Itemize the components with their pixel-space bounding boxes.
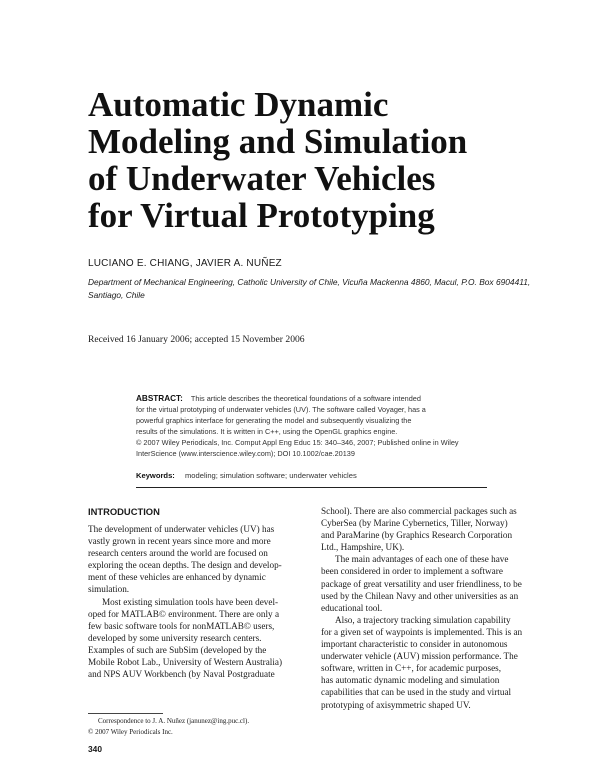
left-column xyxy=(88,523,300,680)
body-line: School). There are also commercial packages such as xyxy=(321,506,517,516)
footnote-copyright: © 2007 Wiley Periodicals Inc. xyxy=(88,727,173,736)
body-line: educational tool. xyxy=(321,602,383,613)
abstract xyxy=(136,393,486,459)
body-line: The development of underwater vehicles (UV) has xyxy=(88,524,275,534)
right-column xyxy=(321,505,533,711)
body-line: Most existing simulation tools have been devel- xyxy=(102,596,279,607)
keywords xyxy=(136,471,357,480)
body-line: and ParaMarine (by Graphics Research Corporation xyxy=(321,530,513,541)
body-line: used by the Chilean Navy and other universities as an xyxy=(321,590,519,601)
abstract-line: © 2007 Wiley Periodicals, Inc. Comput Appl Eng Educ 15: 340–346, 2007; Published online in Wiley xyxy=(136,438,459,447)
affiliation-line: Santiago, Chile xyxy=(88,290,145,300)
body-line: Also, a trajectory tracking simulation capability xyxy=(335,614,511,625)
keywords-text: modeling; simulation software; underwater vehicles xyxy=(184,471,357,480)
keywords-label: Keywords: xyxy=(136,471,175,480)
footnote-correspondence: Correspondence to J. A. Nuñez (janunez@ing.puc.cl). xyxy=(98,717,250,725)
body-line: Examples of such are SubSim (developed by the xyxy=(88,644,267,655)
abstract-line: InterScience (www.interscience.wiley.com); DOI 10.1002/cae.20139 xyxy=(136,449,355,458)
body-line: few basic software tools for nonMATLAB© users, xyxy=(88,620,275,631)
body-line: research centers around the world are focused on xyxy=(88,548,268,559)
body-line: has automatic dynamic modeling and simulation xyxy=(321,675,500,686)
affiliation-line: Department of Mechanical Engineering, Catholic University of Chile, Vicuña Mackenna 4860, Macul, P.O. Box 6904411, xyxy=(88,277,531,287)
body-line: simulation. xyxy=(88,584,130,595)
authors: LUCIANO E. CHIANG, JAVIER A. NUÑEZ xyxy=(88,258,282,269)
body-line: capabilities that can be used in the study and virtual xyxy=(321,687,512,698)
footnotes xyxy=(88,716,249,737)
abstract-text: This article describes the theoretical foundations of a software intended xyxy=(190,394,421,403)
section-heading: INTRODUCTION xyxy=(88,506,160,517)
page-number: 340 xyxy=(88,744,102,754)
body-line: important characteristic to consider in autonomous xyxy=(321,639,508,650)
article-title xyxy=(88,86,548,234)
title-line: of Underwater Vehicles xyxy=(88,159,436,198)
footnote-divider xyxy=(88,713,163,714)
abstract-line xyxy=(136,393,486,404)
abstract-line: for the virtual prototyping of underwater vehicles (UV). The software called Voyager, has a xyxy=(136,405,426,414)
body-line: prototyping of axisymmetric shaped UV. xyxy=(321,699,471,710)
body-line: oped for MATLAB© environment. There are only a xyxy=(88,608,280,619)
body-line: for a given set of waypoints is implemented. This is an xyxy=(321,626,523,637)
abstract-line: results of the simulations. It is written in C++, using the OpenGL graphics engine. xyxy=(136,427,398,436)
body-line: Mobile Robot Lab., University of Western Australia) xyxy=(88,657,283,668)
body-line: been considered in order to implement a software xyxy=(321,566,503,577)
title-line: for Virtual Prototyping xyxy=(88,196,435,235)
body-line: vastly grown in recent years since more and more xyxy=(88,536,271,547)
body-line: exploring the ocean depths. The design and develop- xyxy=(88,560,282,571)
body-line: The main advantages of each one of these have xyxy=(335,554,509,565)
body-line: ment of these vehicles are enhanced by dynamic xyxy=(88,572,266,583)
body-line: and NPS AUV Workbench (by Naval Postgraduate xyxy=(88,669,275,680)
abstract-label: ABSTRACT: xyxy=(136,394,183,403)
affiliation xyxy=(88,276,538,302)
title-line: Automatic Dynamic xyxy=(88,85,389,124)
title-line: Modeling and Simulation xyxy=(88,122,468,161)
body-line: developed by some university research centers. xyxy=(88,632,262,643)
body-line: underwater vehicle (AUV) mission performance. The xyxy=(321,651,518,662)
abstract-divider xyxy=(136,487,487,488)
body-line: Ltd., Hampshire, UK). xyxy=(321,542,405,553)
body-line: software, written in C++, for academic purposes, xyxy=(321,663,502,674)
received-dates: Received 16 January 2006; accepted 15 November 2006 xyxy=(88,334,305,345)
body-line: package of great versatility and user friendliness, to be xyxy=(321,578,522,589)
abstract-line: powerful graphics interface for generating the model and subsequently visualizing the xyxy=(136,416,412,425)
body-line: CyberSea (by Marine Cybernetics, Tiller, Norway) xyxy=(321,518,508,529)
